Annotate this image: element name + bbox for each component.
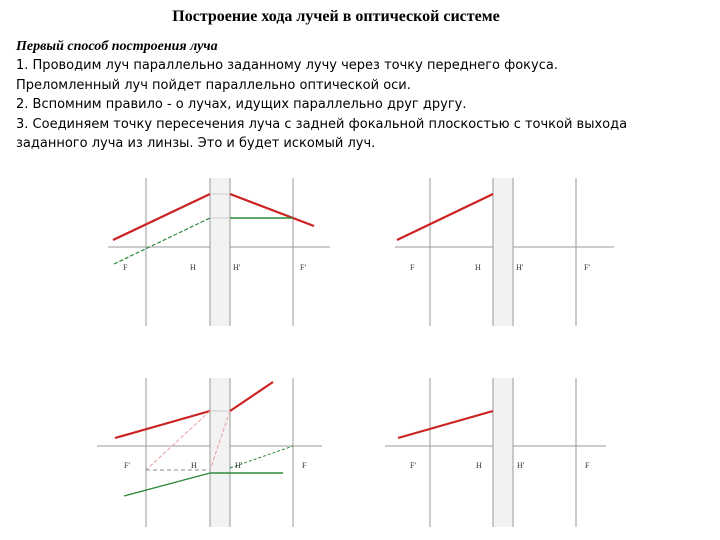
label-f-prime: F' xyxy=(584,263,590,272)
method-subtitle: Первый способ построения луча xyxy=(16,39,218,54)
incident-ray xyxy=(398,411,493,438)
paragraph-3: 2. Вспомним правило - о лучах, идущих параллельно друг другу. xyxy=(16,97,467,112)
label-h-prime: H' xyxy=(517,461,525,470)
label-f-prime: F' xyxy=(410,461,416,470)
label-h-prime: H' xyxy=(235,461,243,470)
label-f-prime: F' xyxy=(124,461,130,470)
lens-band xyxy=(493,378,513,527)
page-title: Построение хода лучей в оптической системе xyxy=(172,8,500,25)
paragraph-5: заданного луча из линзы. Это и будет искомый луч. xyxy=(16,136,376,151)
label-f: F xyxy=(123,263,128,272)
label-h-prime: H' xyxy=(233,263,241,272)
label-f: F xyxy=(410,263,415,272)
paragraph-4: 3. Соединяем точку пересечения луча с задней фокальной плоскостью с точкой выхода xyxy=(16,116,628,132)
paragraph-1: 1. Проводим луч параллельно заданному лучу через точку переднего фокуса. xyxy=(16,58,558,73)
paragraph-2: Преломленный луч пойдет параллельно оптической оси. xyxy=(16,77,411,93)
label-f: F xyxy=(585,461,590,470)
label-f-prime: F' xyxy=(300,263,306,272)
label-h: H xyxy=(190,263,196,272)
label-h-prime: H' xyxy=(516,263,524,272)
label-f: F xyxy=(302,461,307,470)
label-h: H xyxy=(191,461,197,470)
label-h: H xyxy=(475,263,481,272)
label-h: H xyxy=(476,461,482,470)
